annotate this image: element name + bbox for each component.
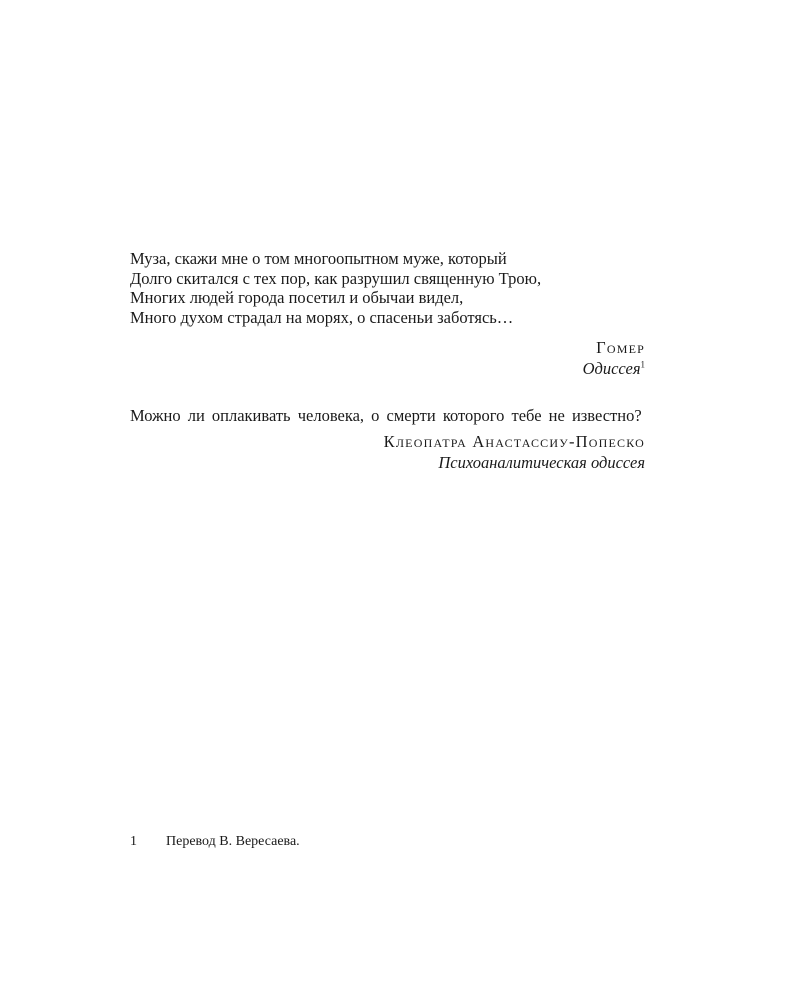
footnote-text: Перевод В. Вересаева. [166,834,300,849]
verse-line-2: Долго скитался с тех пор, как разрушил священную Трою, [130,268,542,288]
footnote [130,833,300,851]
verse-line-3: Многих людей города посетил и обычаи видел, [130,288,464,307]
epigraph-author: Клеопатра Анастассиу-Попеско [383,432,645,451]
footnote-number: 1 [130,834,137,849]
epigraph-work-title: Психоаналитическая одиссея [438,453,645,472]
verse-line-1: Муза, скажи мне о том многоопытном муже, который [130,249,507,268]
epigraph-verse [130,249,645,327]
footnote-reference[interactable]: 1 [640,359,645,370]
epigraph-work-title: Одиссея [582,359,641,378]
epigraph-popesco [130,405,645,473]
epigraph-attribution [130,431,645,473]
epigraph-work-line [130,358,645,379]
epigraph-homer [130,249,645,379]
epigraph-attribution [130,337,645,379]
verse-line-4: Много духом страдал на морях, о спасеньи заботясь… [130,307,514,327]
epigraph-author: Гомер [596,338,645,357]
epigraph-quote: Можно ли оплакивать человека, о смерти которого тебе не известно? [130,406,642,425]
